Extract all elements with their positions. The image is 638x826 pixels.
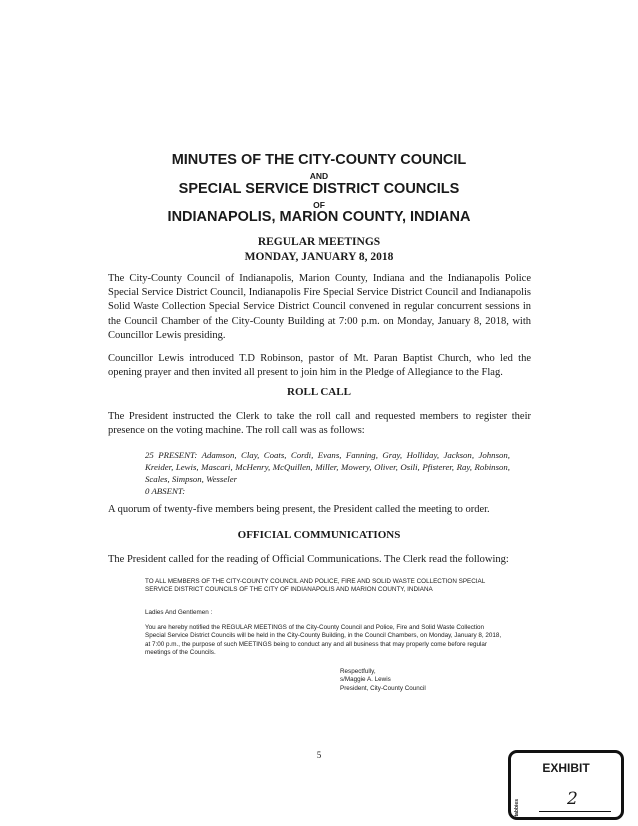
roll-call-intro: The President instructed the Clerk to take the roll call and requested members to register their presence on the voting machine. The roll call was as follows:	[108, 411, 531, 437]
prayer-paragraph: Councillor Lewis introduced T.D Robinson, pastor of Mt. Paran Baptist Church, who led the opening prayer and then invited all present to join him in the Pledge of Allegiance to the Flag.	[108, 353, 531, 379]
meeting-date: MONDAY, JANUARY 8, 2018	[244, 251, 394, 263]
page-number: 5	[316, 750, 322, 760]
exhibit-underline	[539, 811, 611, 812]
title-of: OF	[313, 200, 325, 210]
signature-closing: Respectfully,	[340, 668, 376, 675]
communication-addressee: TO ALL MEMBERS OF THE CITY-COUNTY COUNCIL AND POLICE, FIRE AND SOLID WASTE COLLECTION SPECIAL SERVICE DISTRICT COUNCILS OF THE CITY OF INDIANAPOLIS AND MARION COUNTY, INDIANA	[145, 578, 485, 594]
opening-paragraph: The City-County Council of Indianapolis, Marion County, Indiana and the Indianapolis Police Special Service District Council, Indianapolis Fire Special Service District Council and Indianapolis Solid Waste Collection Special Service District Council convened in regular concurrent sessions in the Council Chamber of the City-County Building at 7:00 p.m. on Monday, January 8, 2018, with Councillor Lewis presiding.	[108, 273, 531, 341]
communication-notice: You are hereby notified the REGULAR MEETINGS of the City-County Council and Police, Fire and Solid Waste Collection Special Service District Councils will be held in the City-County Building, in the Council Chambers, on Monday, January 8, 2018, at 7:00 p.m., the purpose of such MEETINGS being to conduct any and all business that may properly come before regular meetings of the Councils.	[145, 624, 502, 657]
quorum-paragraph: A quorum of twenty-five members being present, the President called the meeting to order.	[108, 504, 490, 515]
communication-signature	[340, 668, 426, 693]
title-line-2: SPECIAL SERVICE DISTRICT COUNCILS	[178, 181, 460, 197]
signature-title: President, City-County Council	[340, 684, 426, 692]
official-communications-heading: OFFICIAL COMMUNICATIONS	[237, 529, 401, 541]
exhibit-brand: tabbies	[514, 799, 520, 817]
roll-call-heading: ROLL CALL	[287, 386, 351, 398]
meeting-type: REGULAR MEETINGS	[257, 236, 381, 248]
title-and: AND	[309, 171, 329, 181]
present-members: 25 PRESENT: Adamson, Clay, Coats, Cordi, Evans, Fanning, Gray, Holliday, Jackson, Johnson, Kreider, Lewis, Mascari, McHenry, McQuillen, Miller, Mowery, Oliver, Osili, Pfisterer, Ray, Robinson, Scales, Simpson, Wesseler	[145, 450, 510, 484]
title-line-3: INDIANAPOLIS, MARION COUNTY, INDIANA	[167, 209, 471, 225]
title-line-1: MINUTES OF THE CITY-COUNTY COUNCIL	[171, 152, 467, 168]
roll-call-list	[145, 449, 510, 497]
exhibit-stamp	[508, 750, 624, 820]
communication-salutation: Ladies And Gentlemen :	[145, 609, 213, 616]
exhibit-number: 2	[567, 789, 578, 809]
official-communications-intro: The President called for the reading of Official Communications. The Clerk read the following:	[108, 554, 509, 565]
exhibit-label: EXHIBIT	[542, 761, 590, 775]
absent-members: 0 ABSENT:	[145, 486, 186, 496]
signature-name: s/Maggie A. Lewis	[340, 676, 391, 684]
